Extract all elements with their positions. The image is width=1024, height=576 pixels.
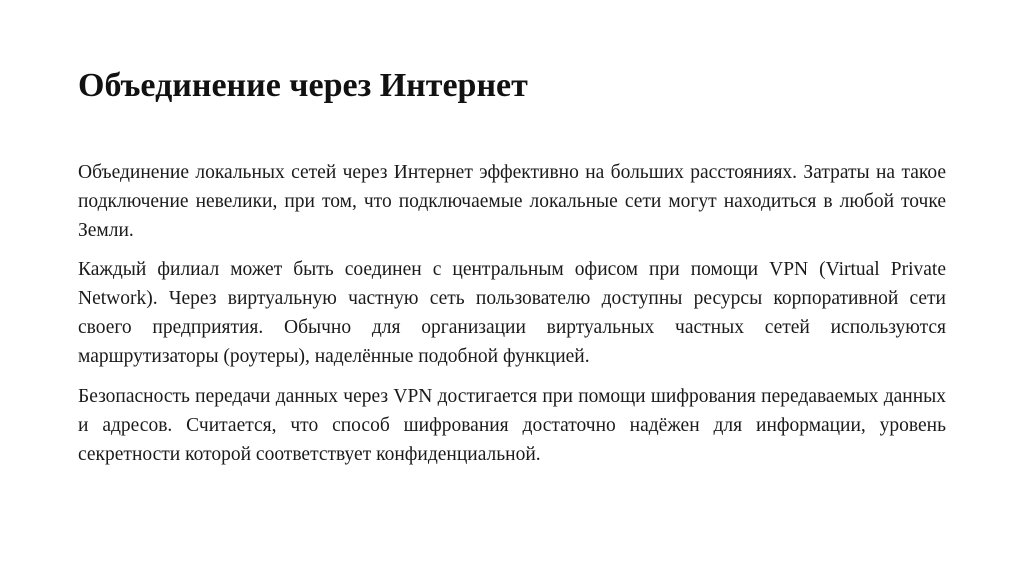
paragraph-vpn-security: Безопасность передачи данных через VPN достигается при помощи шифрования передаваемых данных и адресов. Считается, что способ шифрования достаточно надёжен для информации, уровень секретности которой соответствует конфиденциальной. (78, 386, 946, 465)
slide-title: Объединение через Интернет (78, 67, 528, 104)
slide-body (78, 158, 946, 480)
paragraph-vpn-branch: Каждый филиал может быть соединен с центральным офисом при помощи VPN (Virtual Private Network). Через виртуальную частную сеть пользователю доступны ресурсы корпоративной сети своего предприятия. Обычно для организации виртуальных частных сетей используются маршрутизаторы (роутеры), наделённые подобной функцией. (78, 259, 946, 367)
paragraph-lan-internet: Объединение локальных сетей через Интернет эффективно на больших расстояниях. Затраты на такое подключение невелики, при том, что подключаемые локальные сети могут находиться в любой точке Земли. (78, 162, 946, 241)
